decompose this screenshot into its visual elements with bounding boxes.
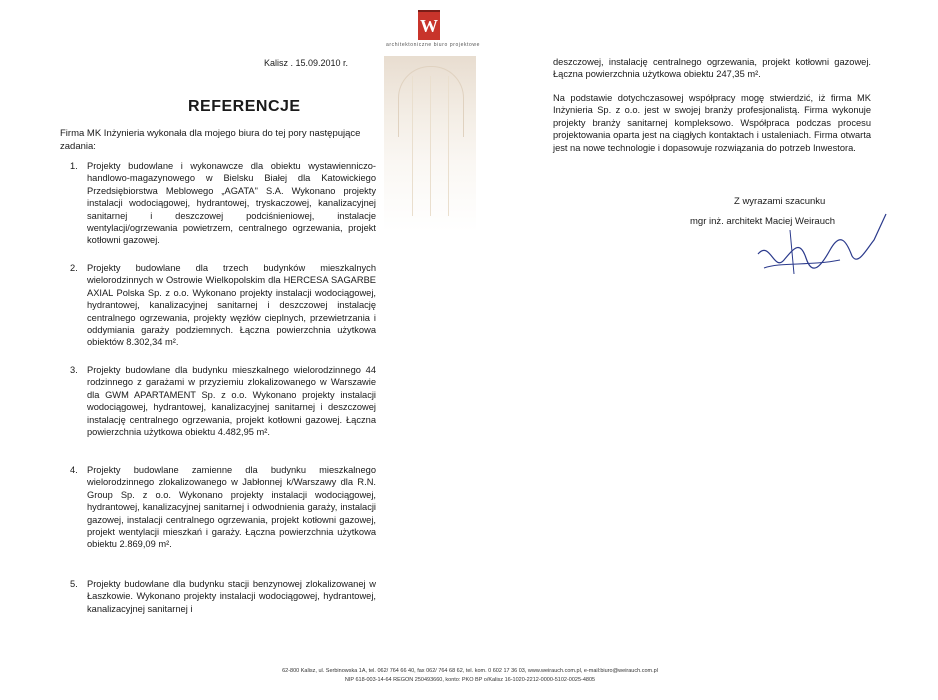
footer-registration-line: NIP 618-003-14-64 REGON 250493660, konto: PKO BP o/Kalisz 16-1020-2212-0000-5102-0025-4805: [344, 677, 596, 683]
handwritten-signature: [740, 210, 890, 280]
continuation-paragraph: deszczowej, instalację centralnego ogrzewania, projekt kotłowni gazowej. Łączna powierzchnia użytkowa obiektu 247,35 m².: [553, 57, 871, 80]
logo-mark: W: [420, 16, 438, 36]
footer-contact-line: 62-800 Kalisz, ul. Serbinowska 1A, tel. 062/ 764 66 40, fax 062/ 764 68 62, tel. kom. 0 602 17 36 03, www.weirauch.com.pl, e-mail:biuro@weirauch.com.pl: [282, 668, 658, 674]
list-item: [70, 364, 376, 438]
list-item-text: Projekty budowlane dla trzech budynków mieszkalnych wielorodzinnych w Ostrowie Wielkopolskim dla HERCESA SAGARBE AXIAL Polska Sp. z o.o. Wykonano projekty instalacji wodociągowej, hydrantowej, kanalizacyjnej sanitarnej i deszczowej instalację centralnego ogrzewania, projekty węzłów cieplnych, przewietrzania i oddymiania garaży podziemnych. Łączna powierzchnia użytkowa obiektów 8.302,34 m².: [87, 263, 376, 348]
list-item-number: 3.: [70, 365, 78, 375]
intro-paragraph: Firma MK Inżynieria wykonała dla mojego biura do tej pory następujące zadania:: [60, 128, 361, 152]
signer-name: mgr inż. architekt Maciej Weirauch: [690, 216, 836, 227]
logo-tagline: architektoniczne biuro projektowe: [386, 42, 481, 48]
list-item-number: 1.: [70, 161, 78, 171]
background-building-photo: [384, 56, 476, 232]
list-item-text: Projekty budowlane dla budynku mieszkalnego wielorodzinnego 44 rodzinnego z garażami w przyziemiu zlokalizowanego w Warszawie dla GWM APARTAMENT Sp. z o.o. Wykonano projekty instalacji wodociągowej, hydrantowej, kanalizacyjnej sanitarnej i deszczowej instalację centralnego ogrzewania, projekt kotłowni gazowej. Łączna powierzchnia użytkowa obiektu 4.482,95 m².: [87, 365, 376, 438]
list-item-number: 2.: [70, 263, 78, 273]
list-item-text: Projekty budowlane dla budynku stacji benzynowej zlokalizowanej w Łaszkowie. Wykonano projekty instalacji wodociągowej, hydrantowej, kanalizacyjnej sanitarnej i: [87, 579, 376, 614]
conclusion-paragraph: Na podstawie dotychczasowej współpracy mogę stwierdzić, iż firma MK Inżynieria Sp. z o.o. jest w swojej branży profesjonalistą. Firma wykonuje projekty branży sanitarnej kompleksowo. Współpraca podczas procesu projektowania oparta jest na ciągłych kontaktach i ustaleniach. Firma otwarta jest na nowe technologie i dopasowuje rozwiązania do potrzeb Inwestora.: [553, 93, 871, 153]
list-item: [70, 160, 376, 247]
list-item-number: 5.: [70, 579, 78, 589]
list-item-text: Projekty budowlane i wykonawcze dla obiektu wystawienniczo-handlowo-magazynowego w Bielsku Białej dla Katowickiego Przedsiębiorstwa Meblowego „AGATA" S.A. Wykonano projekty instalacji wodociągowej, hydrantowej, tryskaczowej, kanalizacyjnej sanitarnej i deszczowej podciśnieniowej, instalacje wentylacji/ogrzewania powietrzem, centralnego ogrzewania, projekt kotłowni gazowej.: [87, 161, 376, 246]
list-item-number: 4.: [70, 465, 78, 475]
list-item: [70, 262, 376, 349]
closing-regards: Z wyrazami szacunku: [734, 196, 826, 207]
letter-date: Kalisz . 15.09.2010 r.: [264, 58, 349, 68]
list-item: [70, 464, 376, 551]
list-item: [70, 578, 376, 615]
list-item-text: Projekty budowlane zamienne dla budynku mieszkalnego wielorodzinnego zlokalizowanego w Jabłonnej k/Warszawy dla R.N. Group Sp. z o.o. Wykonano projekty instalacji wodociągowej, hydrantowej, kanalizacyjnej sanitarnej i odwodnienia garaży, instalacji gazowej, instalacji centralnego ogrzewania, projekt kotłowni gazowej, projekt wentylacji mieszkań i garaży. Łączna powierzchnia użytkowa obiektu 2.869,09 m².: [87, 465, 376, 550]
page-title: REFERENCJE: [188, 98, 301, 115]
